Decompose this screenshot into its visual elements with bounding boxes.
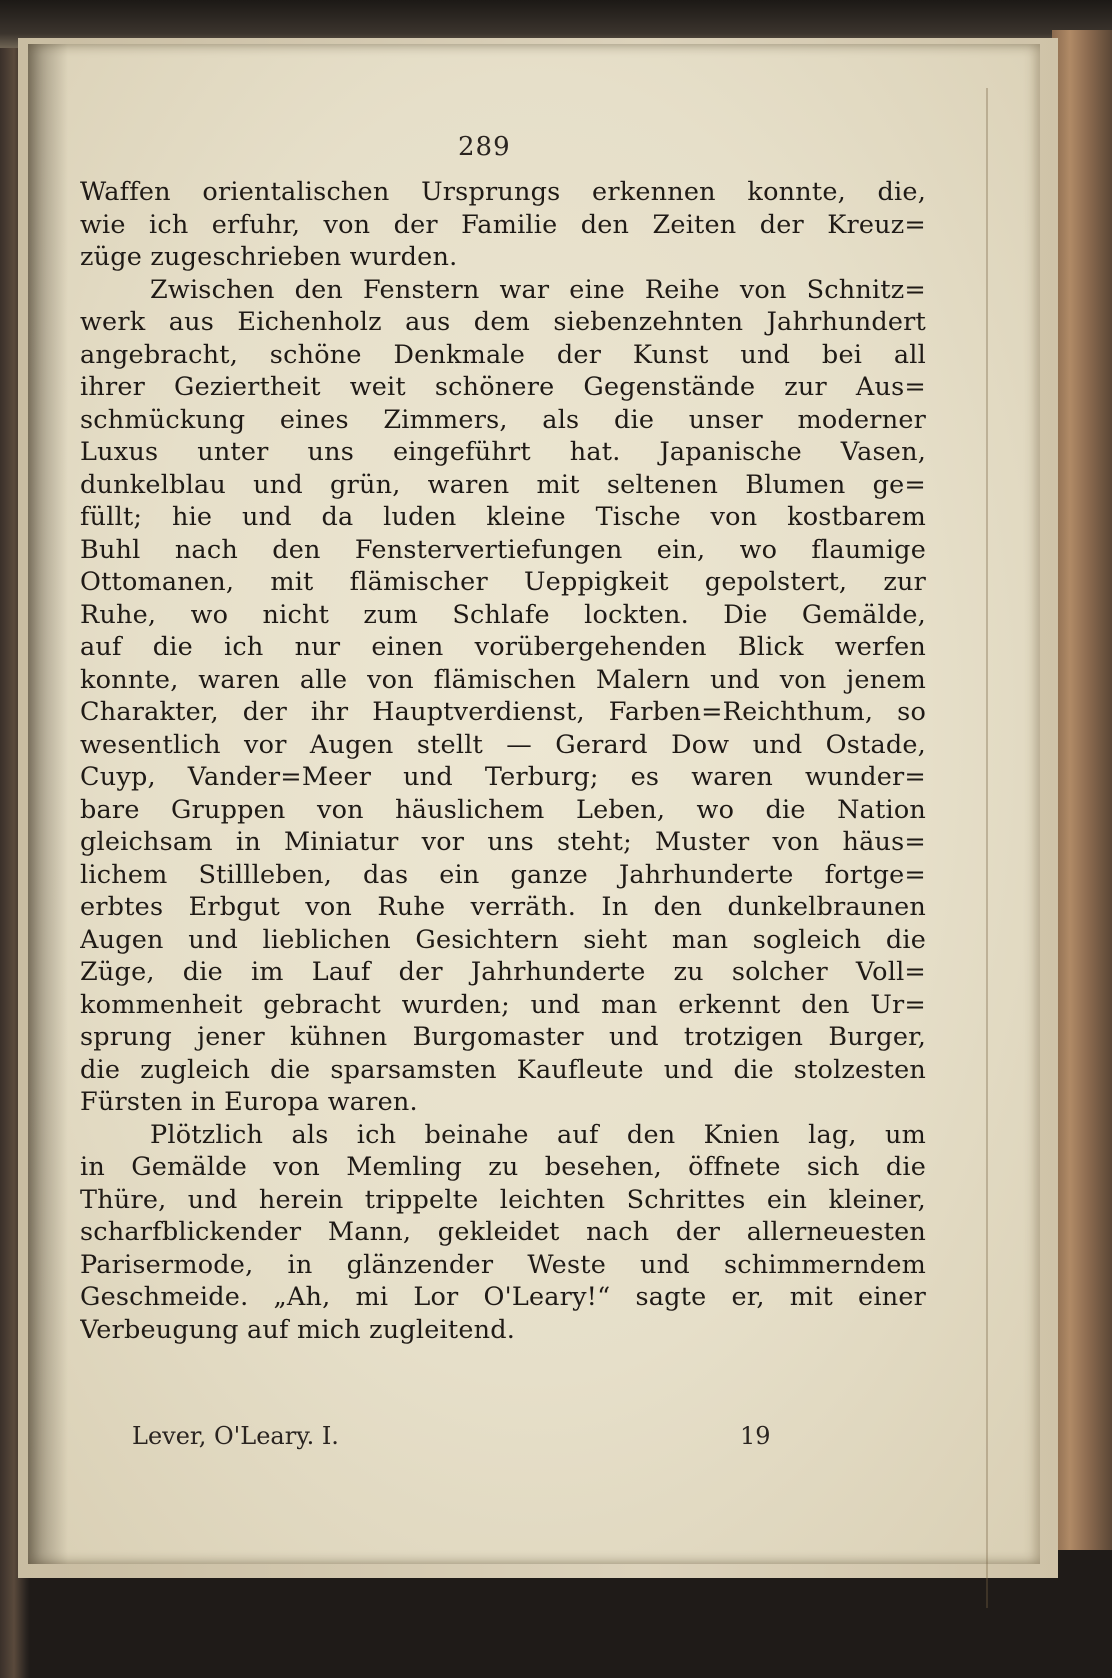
text-line: Plötzlich als ich beinahe auf den Knien lag, um (150, 1119, 926, 1150)
text-line: Thüre, und herein trippelte leichten Schrittes ein kleiner, (80, 1184, 926, 1215)
text-line: werk aus Eichenholz aus dem siebenzehnten Jahrhundert (80, 307, 926, 337)
page-edge (986, 88, 988, 1608)
text-line: die zugleich die sparsamsten Kaufleute und die stolzesten (80, 1054, 926, 1085)
book-cover-edge (1052, 30, 1112, 1550)
text-line: Züge, die im Lauf der Jahrhunderte zu solcher Voll= (80, 957, 926, 987)
book-page (28, 44, 1040, 1564)
text-line: scharfblickender Mann, gekleidet nach der allerneuesten (80, 1217, 926, 1247)
body-text (80, 176, 926, 1346)
text-line: füllt; hie und da luden kleine Tische von kostbarem (80, 502, 926, 532)
text-line: Cuyp, Vander=Meer und Terburg; es waren wunder= (80, 762, 926, 792)
text-line: Waffen orientalischen Ursprungs erkennen konnte, die, (80, 177, 926, 207)
text-line: Zwischen den Fenstern war eine Reihe von Schnitz= (150, 274, 926, 305)
text-line: in Gemälde von Memling zu besehen, öffnete sich die (80, 1152, 926, 1182)
text-line: wie ich erfuhr, von der Familie den Zeiten der Kreuz= (80, 209, 926, 240)
text-line: Luxus unter uns eingeführt hat. Japanische Vasen, (80, 437, 926, 467)
text-line: züge zugeschrieben wurden. (80, 242, 458, 272)
signature-mark: Lever, O'Leary. I. (132, 1422, 339, 1450)
text-line: gleichsam in Miniatur vor uns steht; Muster von häus= (80, 827, 926, 857)
page-gutter-shadow (28, 44, 68, 1564)
text-line: bare Gruppen von häuslichem Leben, wo die Nation (80, 794, 926, 825)
text-line: Ottomanen, mit flämischer Ueppigkeit gepolstert, zur (80, 567, 926, 597)
text-line: Verbeugung auf mich zugleitend. (80, 1314, 516, 1345)
text-line: schmückung eines Zimmers, als die unser moderner (80, 404, 926, 435)
text-line: auf die ich nur einen vorübergehenden Blick werfen (80, 632, 926, 662)
text-line: sprung jener kühnen Burgomaster und trotzigen Burger, (80, 1022, 926, 1052)
text-line: Ruhe, wo nicht zum Schlafe lockten. Die Gemälde, (80, 599, 926, 630)
text-line: angebracht, schöne Denkmale der Kunst und bei all (80, 339, 926, 370)
text-line: erbtes Erbgut von Ruhe verräth. In den dunkelbraunen (80, 892, 926, 922)
text-line: lichem Stillleben, das ein ganze Jahrhunderte fortge= (80, 859, 926, 890)
text-line: Charakter, der ihr Hauptverdienst, Farben=Reichthum, so (80, 697, 926, 727)
text-line: Geschmeide. „Ah, mi Lor O'Leary!“ sagte er, mit einer (80, 1282, 926, 1312)
text-line: ihrer Geziertheit weit schönere Gegenstände zur Aus= (80, 372, 926, 402)
text-line: Fürsten in Europa waren. (80, 1087, 418, 1117)
sheet-signature-number: 19 (740, 1422, 771, 1450)
text-line: Buhl nach den Fenstervertiefungen ein, wo flaumige (80, 534, 926, 565)
text-line: Parisermode, in glänzender Weste und schimmerndem (80, 1249, 926, 1280)
text-line: dunkelblau und grün, waren mit seltenen Blumen ge= (80, 469, 926, 500)
text-line: kommenheit gebracht wurden; und man erkennt den Ur= (80, 989, 926, 1020)
page-number: 289 (458, 132, 511, 162)
text-line: wesentlich vor Augen stellt — Gerard Dow und Ostade, (80, 729, 926, 760)
text-line: Augen und lieblichen Gesichtern sieht man sogleich die (80, 924, 926, 955)
text-line: konnte, waren alle von flämischen Malern und von jenem (80, 664, 926, 695)
